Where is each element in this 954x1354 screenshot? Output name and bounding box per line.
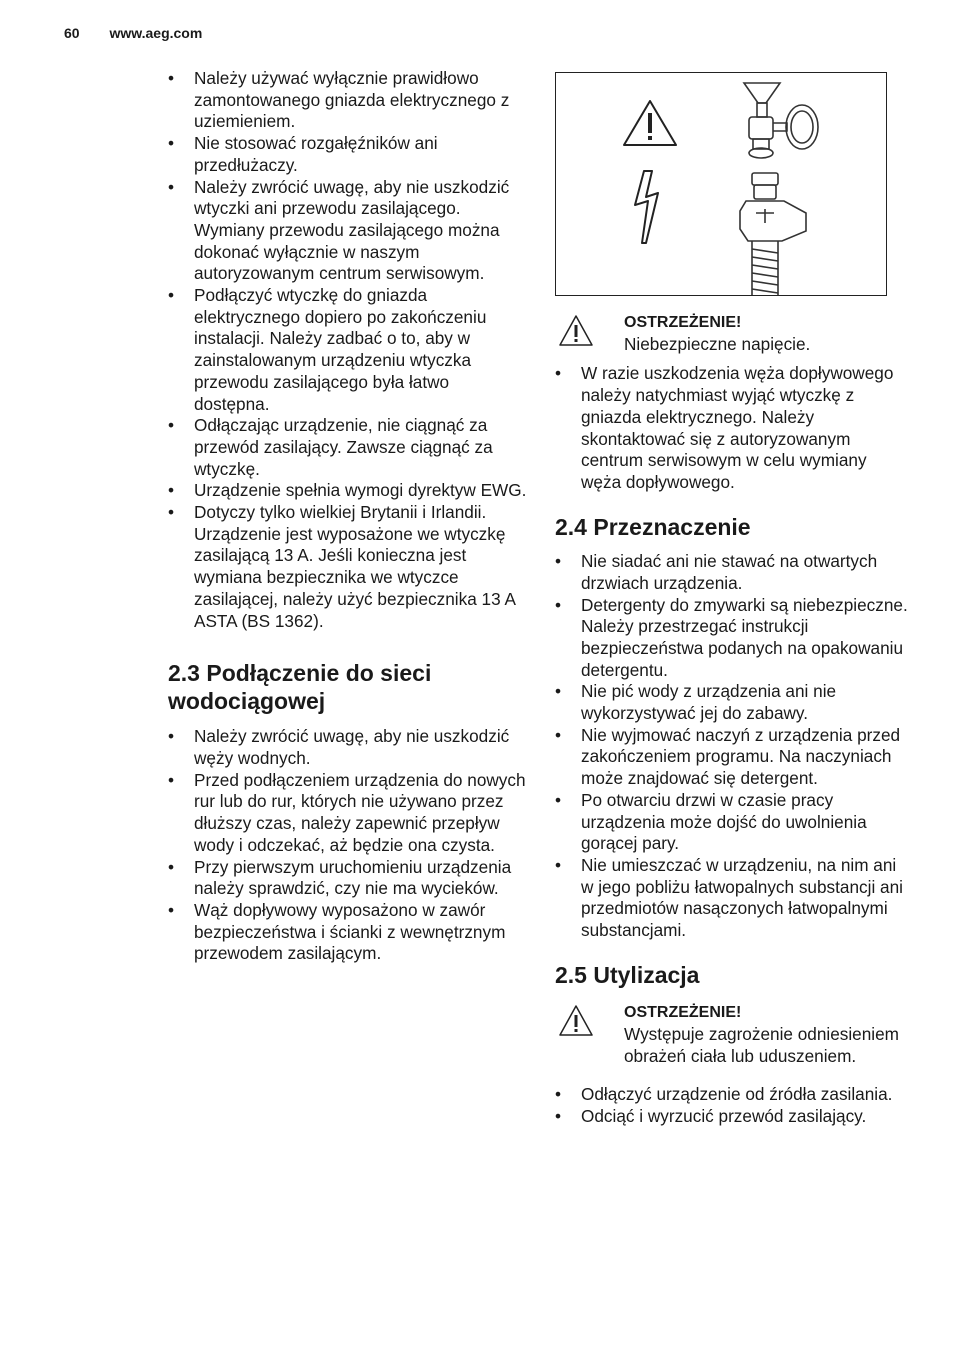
list-item: • Nie pić wody z urządzenia ani nie wykorzystywać jej do zabawy. (555, 681, 910, 724)
warning-title: OSTRZEŻENIE! (624, 314, 742, 331)
list-item: • Odłączyć urządzenie od źródła zasilania. (555, 1084, 910, 1106)
list-item: • Urządzenie spełnia wymogi dyrektyw EWG. (168, 480, 528, 502)
list-item: • Odłączając urządzenie, nie ciągnąć za przewód zasilający. Zawsze ciągnąć za wtyczkę. (168, 415, 528, 480)
intended-use-list (555, 551, 910, 942)
warning-icon (558, 314, 594, 348)
list-item: • Nie stosować rozgałęźników ani przedłużaczy. (168, 133, 528, 176)
section-2-3-heading: 2.3 Podłączenie do sieci wodociągowej (168, 660, 432, 714)
disposal-list (555, 1084, 910, 1127)
safety-list (168, 68, 528, 632)
section-2-4-heading: 2.4 Przeznaczenie (555, 513, 751, 540)
warning-title: OSTRZEŻENIE! (624, 1004, 742, 1022)
left-column (168, 68, 528, 965)
warning-text: Niebezpieczne napięcie. (624, 333, 811, 354)
warning-icon (558, 1004, 594, 1038)
list-item: • Dotyczy tylko wielkiej Brytanii i Irlandii. Urządzenie jest wyposażone we wtyczkę zasilającą 13 A. Jeśli konieczna jest wymiana bezpiecznika we wtyczce zasilającej, należy użyć bezpiecznika 13 A ASTA (BS 1362). (168, 502, 528, 632)
list-item: • Nie wyjmować naczyń z urządzenia przed zakończeniem programu. Na naczyniach może znajdować się detergent. (555, 725, 910, 790)
list-item: • Podłączyć wtyczkę do gniazda elektrycznego dopiero po zakończeniu instalacji. Należy zadbać o to, aby w zainstalowanym urządzeniu wtyczka przewodu zasilającego była łatwo dostępna. (168, 285, 528, 415)
warning-triangle-icon (624, 101, 676, 145)
right-column (555, 243, 910, 1128)
page-header (64, 25, 202, 41)
warning-text: Występuje zagrożenie odniesieniem obrażeń ciała lub uduszeniem. (624, 1023, 899, 1066)
hose-warning-list (555, 363, 910, 493)
list-item: • Nie siadać ani nie stawać na otwartych drzwiach urządzenia. (555, 551, 910, 594)
list-item: • Wąż dopływowy wyposażono w zawór bezpieczeństwa i ścianki z wewnętrznym przewodem zasilającym. (168, 900, 528, 965)
list-item: • Detergenty do zmywarki są niebezpieczne. Należy przestrzegać instrukcji bezpieczeństwa podanych na opakowaniu detergentu. (555, 595, 910, 682)
water-valve-icon (744, 83, 818, 158)
site-url: www.aeg.com (109, 25, 203, 41)
list-item: • Po otwarciu drzwi w czasie pracy urządzenia może dojść do uwolnienia gorącej pary. (555, 790, 910, 855)
list-item: • Nie umieszczać w urządzeniu, na nim ani w jego pobliżu łatwopalnych substancji ani przedmiotów nasączonych łatwopalnymi substancjami. (555, 855, 910, 942)
list-item: • Należy zwrócić uwagę, aby nie uszkodzić węży wodnych. (168, 726, 528, 769)
warning-box (555, 1002, 924, 1067)
lightning-bolt-icon (635, 171, 658, 243)
list-item: • Należy używać wyłącznie prawidłowo zamontowanego gniazda elektrycznego z uziemieniem. (168, 68, 528, 133)
page-number: 60 (64, 25, 80, 41)
section-2-5-heading: 2.5 Utylizacja (555, 961, 700, 988)
list-item: • Przed podłączeniem urządzenia do nowych rur lub do rur, których nie używano przez dłuższy czas, należy zapewnić przepływ wody i odczekać, aż będzie ona czysta. (168, 770, 528, 857)
list-item: • Odciąć i wyrzucić przewód zasilający. (555, 1106, 910, 1128)
list-item: • Należy zwrócić uwagę, aby nie uszkodzić wtyczki ani przewodu zasilającego. Wymiany przewodu zasilającego można dokonać wyłącznie w naszym autoryzowanym centrum serwisowym. (168, 177, 528, 286)
list-item: • W razie uszkodzenia węża dopływowego należy natychmiast wyjąć wtyczkę z gniazda elektrycznego. Należy skontaktować się z autoryzowanym centrum serwisowym w celu wymiany węża dopływowego. (555, 363, 910, 493)
list-item: • Przy pierwszym uruchomieniu urządzenia należy sprawdzić, czy nie ma wycieków. (168, 857, 528, 900)
warning-box (555, 312, 910, 355)
water-connection-list (168, 726, 528, 965)
